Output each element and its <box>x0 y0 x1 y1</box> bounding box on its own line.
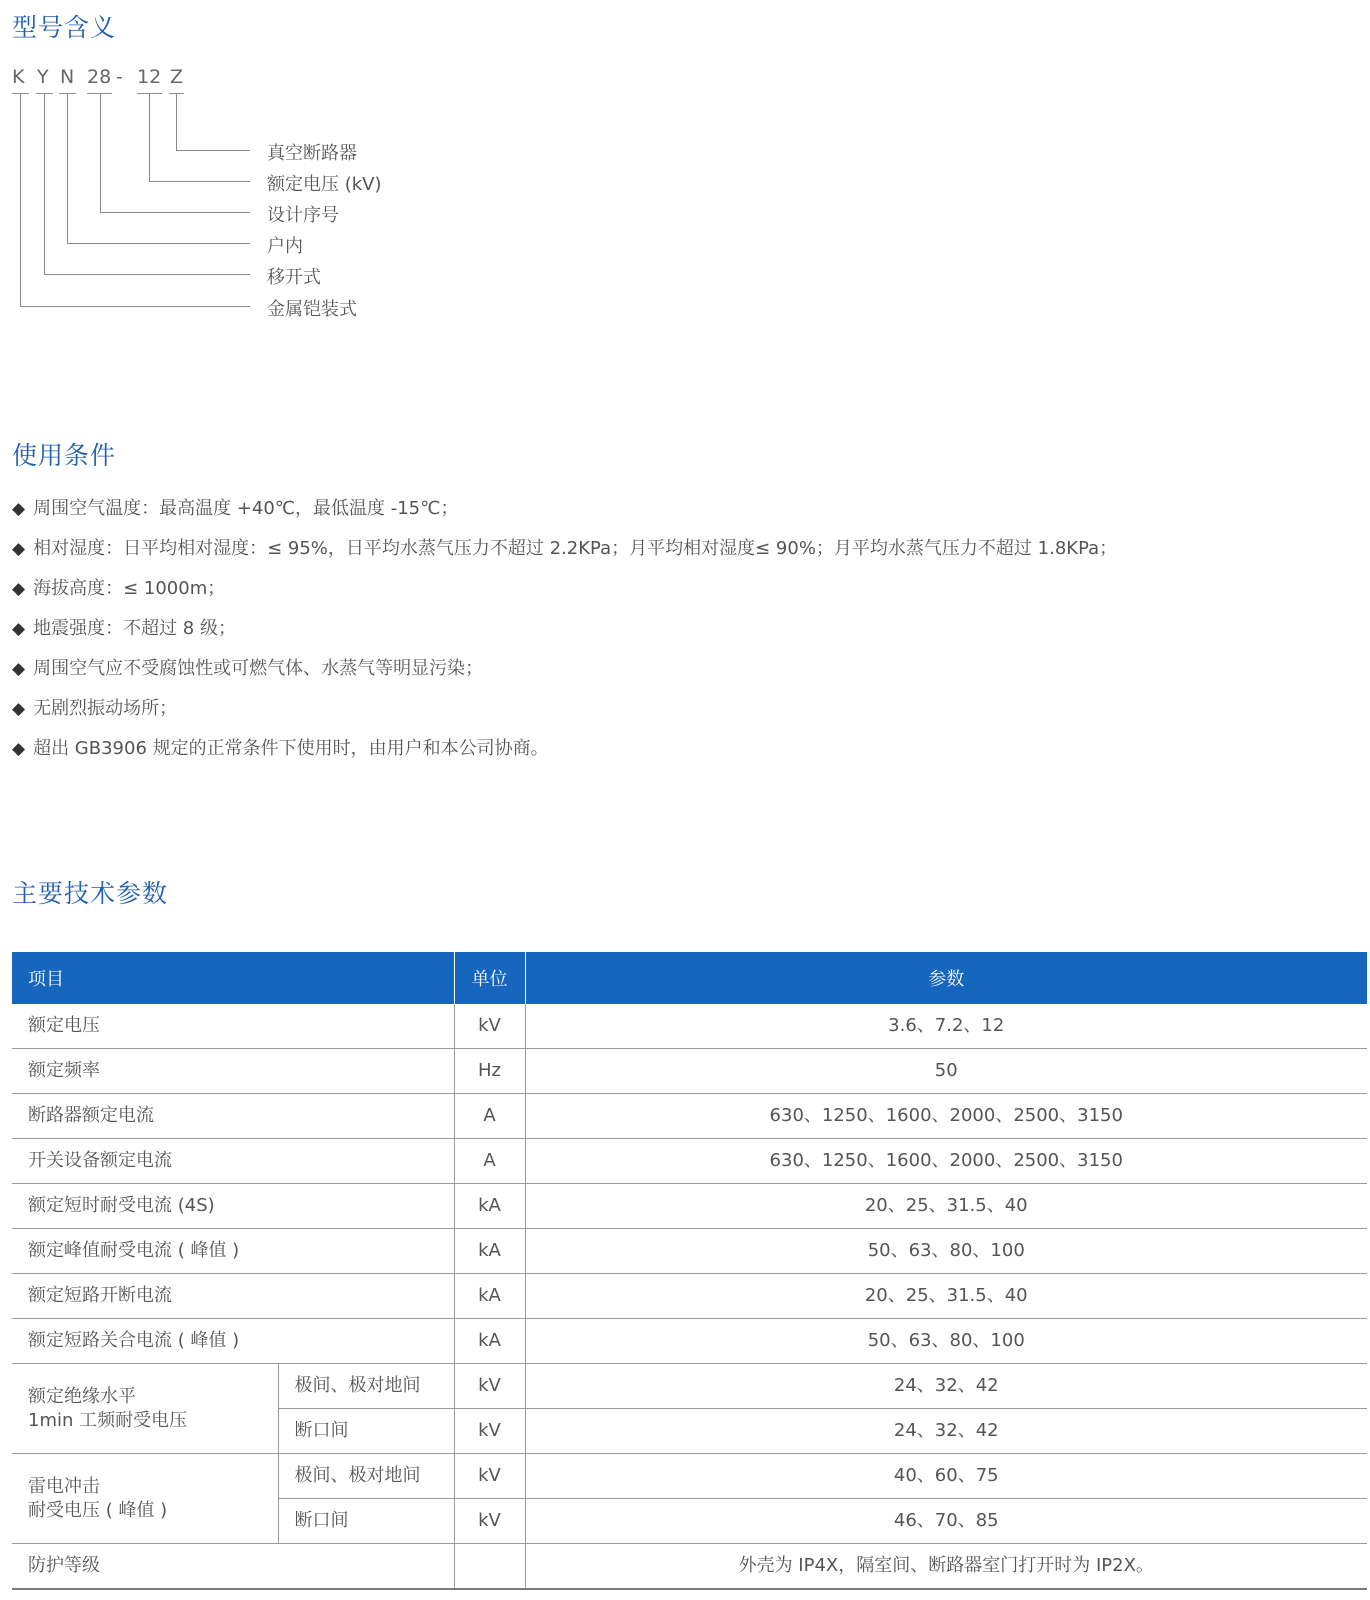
condition-item <box>12 654 483 680</box>
row-item: 额定短路关合电流 ( 峰值 ) <box>12 1319 454 1364</box>
table-row <box>12 1229 1367 1274</box>
sub-item: 极间、极对地间 <box>278 1454 454 1499</box>
leader-z <box>176 150 250 151</box>
table-row-insulation <box>12 1364 1367 1409</box>
code-number-28: 28 <box>87 66 112 88</box>
connector-12 <box>149 93 150 181</box>
table-row <box>12 1004 1367 1049</box>
diamond-bullet-icon: ◆ <box>12 739 26 759</box>
meaning-vacuum-breaker: 真空断路器 <box>267 143 357 164</box>
row-unit: kV <box>454 1499 525 1544</box>
row-unit: A <box>454 1094 525 1139</box>
sub-item: 断口间 <box>278 1499 454 1544</box>
row-param: 24、32、42 <box>525 1364 1367 1409</box>
connector-28 <box>100 93 101 212</box>
diamond-bullet-icon: ◆ <box>12 539 26 559</box>
row-unit: kV <box>454 1364 525 1409</box>
row-param: 外壳为 IP4X，隔室间、断路器室门打开时为 IP2X。 <box>525 1544 1367 1590</box>
condition-item <box>12 734 549 760</box>
condition-item <box>12 494 458 520</box>
header-item: 项目 <box>12 952 454 1004</box>
row-param: 50、63、80、100 <box>525 1229 1367 1274</box>
leader-12 <box>149 181 250 182</box>
table-row <box>12 1274 1367 1319</box>
header-param: 参数 <box>525 952 1367 1004</box>
tech-params-table <box>12 952 1367 1590</box>
section-title-conditions: 使用条件 <box>12 441 117 470</box>
row-param: 24、32、42 <box>525 1409 1367 1454</box>
code-number-12: 12 <box>137 66 162 88</box>
condition-text: 周围空气温度：最高温度 +40℃，最低温度 -15℃； <box>33 498 459 519</box>
sub-item: 断口间 <box>278 1409 454 1454</box>
sub-item: 极间、极对地间 <box>278 1364 454 1409</box>
row-unit: kV <box>454 1004 525 1049</box>
lightning-line1: 雷电冲击 <box>28 1475 100 1497</box>
row-param: 630、1250、1600、2000、2500、3150 <box>525 1139 1367 1184</box>
row-unit: kV <box>454 1454 525 1499</box>
code-letter-k: K <box>12 66 25 88</box>
code-letter-z: Z <box>170 66 184 88</box>
leader-k <box>20 306 250 307</box>
row-param: 3.6、7.2、12 <box>525 1004 1367 1049</box>
row-unit: Hz <box>454 1049 525 1094</box>
table-row-lightning <box>12 1454 1367 1499</box>
row-unit: kA <box>454 1319 525 1364</box>
condition-item <box>12 614 236 640</box>
row-item: 额定峰值耐受电流 ( 峰值 ) <box>12 1229 454 1274</box>
table-row <box>12 1139 1367 1184</box>
row-param: 20、25、31.5、40 <box>525 1184 1367 1229</box>
row-param: 46、70、85 <box>525 1499 1367 1544</box>
table-header-row <box>12 952 1367 1004</box>
connector-z <box>176 93 177 150</box>
code-letter-y: Y <box>37 66 49 88</box>
row-unit: kA <box>454 1184 525 1229</box>
row-unit: kA <box>454 1229 525 1274</box>
diamond-bullet-icon: ◆ <box>12 659 26 679</box>
row-item: 开关设备额定电流 <box>12 1139 454 1184</box>
condition-text: 地震强度：不超过 8 级； <box>33 618 236 639</box>
meaning-rated-voltage: 额定电压 (kV) <box>267 174 382 195</box>
table-row <box>12 1049 1367 1094</box>
condition-item <box>12 574 225 600</box>
meaning-indoor: 户内 <box>267 236 303 257</box>
diamond-bullet-icon: ◆ <box>12 619 26 639</box>
row-param: 40、60、75 <box>525 1454 1367 1499</box>
row-item: 断路器额定电流 <box>12 1094 454 1139</box>
table-row <box>12 1184 1367 1229</box>
table-row-protection <box>12 1544 1367 1590</box>
row-unit: kV <box>454 1409 525 1454</box>
meaning-metal-clad: 金属铠装式 <box>267 299 357 320</box>
insulation-label <box>12 1364 278 1454</box>
code-dash: - <box>116 66 123 88</box>
diamond-bullet-icon: ◆ <box>12 499 26 519</box>
lightning-line2: 耐受电压 ( 峰值 ) <box>28 1499 168 1521</box>
diamond-bullet-icon: ◆ <box>12 699 26 719</box>
code-letter-n: N <box>60 66 75 88</box>
connector-y <box>44 93 45 274</box>
condition-text: 海拔高度：≤ 1000m； <box>33 578 226 599</box>
header-unit: 单位 <box>454 952 525 1004</box>
row-item: 额定电压 <box>12 1004 454 1049</box>
leader-y <box>44 274 250 275</box>
connector-n <box>67 93 68 243</box>
table-row <box>12 1094 1367 1139</box>
leader-n <box>67 243 250 244</box>
condition-item <box>12 694 177 720</box>
meaning-withdrawable: 移开式 <box>267 267 321 288</box>
condition-text: 超出 GB3906 规定的正常条件下使用时，由用户和本公司协商。 <box>33 738 549 759</box>
row-param: 50 <box>525 1049 1367 1094</box>
diamond-bullet-icon: ◆ <box>12 579 26 599</box>
row-item: 防护等级 <box>12 1544 454 1590</box>
row-item: 额定短路开断电流 <box>12 1274 454 1319</box>
condition-text: 无剧烈振动场所； <box>33 698 178 719</box>
condition-text: 周围空气应不受腐蚀性或可燃气体、水蒸气等明显污染； <box>33 658 484 679</box>
row-param: 630、1250、1600、2000、2500、3150 <box>525 1094 1367 1139</box>
row-unit: kA <box>454 1274 525 1319</box>
row-unit <box>454 1544 525 1590</box>
lightning-label <box>12 1454 278 1544</box>
section-title-tech-params: 主要技术参数 <box>12 879 169 908</box>
condition-text: 相对湿度：日平均相对湿度：≤ 95%，日平均水蒸气压力不超过 2.2KPa；月平均相对湿度≤ 90%；月平均水蒸气压力不超过 1.8KPa； <box>33 538 1118 559</box>
row-unit: A <box>454 1139 525 1184</box>
row-item: 额定频率 <box>12 1049 454 1094</box>
meaning-design-number: 设计序号 <box>267 205 339 226</box>
insulation-line2: 1min 工频耐受电压 <box>28 1409 188 1431</box>
condition-item <box>12 534 1117 560</box>
connector-k <box>20 93 21 306</box>
row-item: 额定短时耐受电流 (4S) <box>12 1184 454 1229</box>
insulation-line1: 额定绝缘水平 <box>28 1385 136 1407</box>
leader-28 <box>100 212 250 213</box>
row-param: 50、63、80、100 <box>525 1319 1367 1364</box>
row-param: 20、25、31.5、40 <box>525 1274 1367 1319</box>
table-row <box>12 1319 1367 1364</box>
section-title-model-meaning: 型号含义 <box>12 13 117 42</box>
